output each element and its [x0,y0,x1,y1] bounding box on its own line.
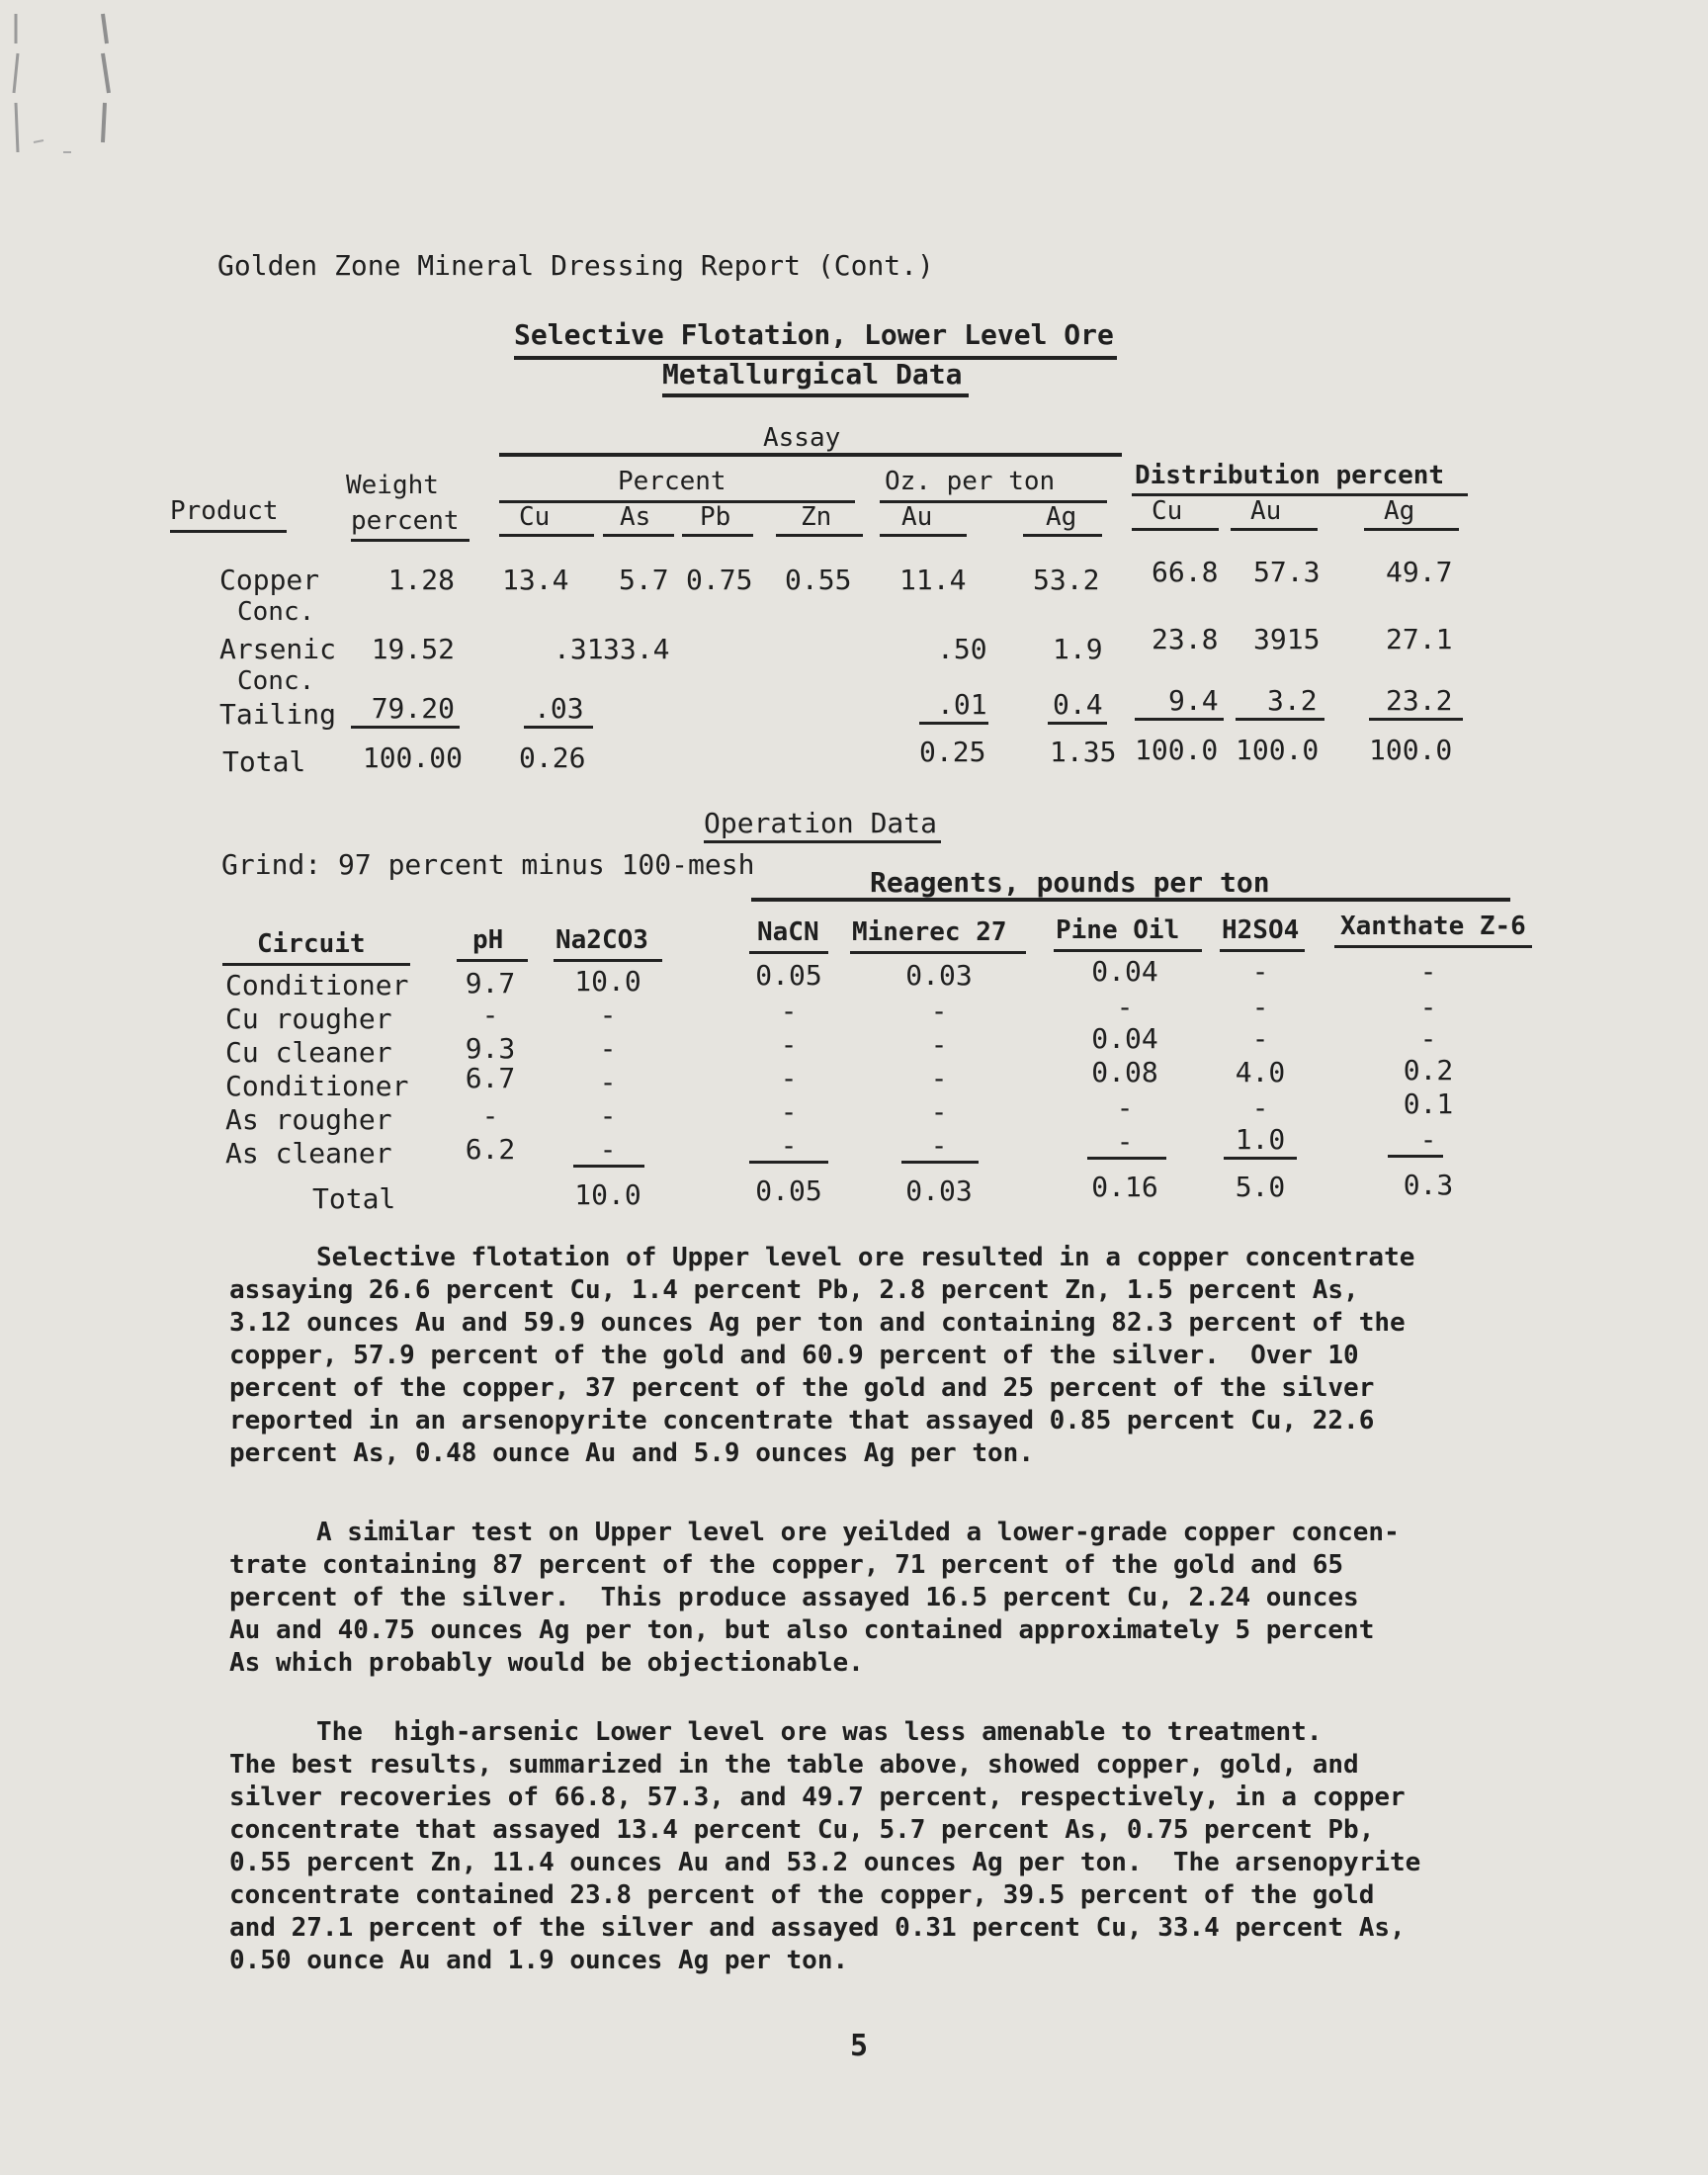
paragraph-similar-test [229,1517,1514,1680]
cleaner-rule-nacn [749,1161,828,1164]
page-number: 5 [850,2029,869,2063]
paragraph-upper-level [229,1242,1514,1470]
minerec-value: - [930,995,948,1027]
ph-value: 9.3 [465,1032,516,1065]
ag-value: 0.4 [1053,688,1103,721]
col-rule-dist-au [1231,528,1318,531]
h2so4-value: 5.0 [1235,1171,1286,1203]
dist-au-value: 3915 [1253,623,1321,655]
xanthate-value: - [1419,991,1437,1023]
paragraph-line: 0.55 percent Zn, 11.4 ounces Au and 53.2 ounces Ag per ton. The arsenopyrite [229,1848,1421,1877]
dist-cu-value: 9.4 [1168,684,1219,717]
as-value: 33.4 [603,633,670,665]
ph-value: - [481,1099,499,1132]
na2co3-value: - [599,1032,617,1065]
dist-ag-value: 27.1 [1386,623,1453,655]
col-as: As [620,502,651,532]
pb-value: 0.75 [686,564,753,596]
reagents-group-header: Reagents, pounds per ton [870,866,1270,899]
paragraph-lower-level [229,1716,1514,1977]
minerec-value: - [930,1129,948,1162]
ph-rule [457,959,528,962]
assay-rule [499,453,1122,457]
product-header: Product [170,496,279,526]
au-value: 0.25 [919,736,986,768]
circuit-name: As cleaner [225,1137,392,1170]
au-value: .50 [937,633,987,665]
col-ag: Ag [1046,502,1077,532]
col-nacn: NaCN [757,917,819,947]
circuit-name: Cu cleaner [225,1036,392,1069]
col-ph: pH [472,925,504,955]
paragraph-line: reported in an arsenopyrite concentrate that assayed 0.85 percent Cu, 22.6 [229,1406,1375,1436]
nacn-value: - [780,1095,798,1128]
na2co3-value: - [599,1133,617,1166]
nacn-value: 0.05 [755,959,822,992]
nacn-rule [749,951,828,954]
h2so4-value: - [1251,991,1269,1023]
dist-ag-value: 49.7 [1386,556,1453,588]
xanthate-value: 0.3 [1403,1169,1454,1201]
minerec-value: 0.03 [905,959,973,992]
au-value: 11.4 [899,564,967,596]
col-rule-cu [499,534,594,537]
oz-subheader: Oz. per ton [885,467,1056,496]
assay-group-header: Assay [763,423,841,453]
col-rule-dist-cu [1132,528,1219,531]
dist-au-value: 57.3 [1253,556,1321,588]
weight-value: 100.00 [362,741,463,774]
dist-ag-value: 100.0 [1369,734,1453,766]
pine-oil-value: - [1116,991,1134,1023]
circuit-name: As rougher [225,1103,392,1136]
na2co3-value: - [599,1066,617,1098]
weight-header-1: Weight [346,471,439,500]
xanthate-value: 0.2 [1403,1054,1454,1087]
col-cu: Cu [519,502,551,532]
cu-value: 0.26 [519,741,586,774]
minerec-rule [850,951,1026,954]
pine-oil-value: - [1116,1125,1134,1158]
tailing-rule-ag [1048,722,1107,725]
col-rule-dist-ag [1364,528,1459,531]
paragraph-line: The best results, summarized in the table above, showed copper, gold, and [229,1750,1359,1780]
xanthate-rule [1334,945,1532,948]
col-rule-ag [1023,534,1102,537]
xanthate-value: - [1419,1123,1437,1156]
paragraph-line: concentrate contained 23.8 percent of the copper, 39.5 percent of the gold [229,1880,1375,1910]
margin-scribble [4,4,113,172]
circuit-name: Total [312,1182,396,1215]
product-name: Tailing [219,698,337,731]
col-h2so4: H2SO4 [1222,915,1300,945]
paragraph-line: percent of the silver. This produce assayed 16.5 percent Cu, 2.24 ounces [229,1583,1359,1612]
nacn-value: - [780,1062,798,1094]
h2so4-value: 1.0 [1235,1123,1286,1156]
col-minerec: Minerec 27 [852,917,1007,947]
tailing-rule-dist-ag [1369,718,1463,721]
cu-value: 13.4 [502,564,569,596]
ag-value: 1.9 [1053,633,1103,665]
cleaner-rule-xanthate [1388,1155,1443,1158]
cu-value: .03 [534,692,584,725]
product-name: Arsenic [219,633,337,665]
col-dist-ag: Ag [1384,496,1415,526]
operation-title: Operation Data [704,807,938,839]
paragraph-line: Selective flotation of Upper level ore resulted in a copper concentrate [316,1243,1415,1272]
paragraph-line: A similar test on Upper level ore yeilded a lower-grade copper concen- [316,1518,1400,1547]
percent-subheader: Percent [618,467,726,496]
report-header: Golden Zone Mineral Dressing Report (Cont.) [217,249,934,282]
minerec-value: - [930,1062,948,1094]
product-name-2: Conc. [237,597,315,627]
paragraph-line: and 27.1 percent of the silver and assayed 0.31 percent Cu, 33.4 percent As, [229,1913,1406,1943]
pine-oil-value: 0.04 [1091,955,1158,988]
col-au: Au [901,502,933,532]
operation-underline [704,840,941,843]
minerec-value: - [930,1028,948,1061]
col-na2co3: Na2CO3 [555,925,648,955]
circuit-name: Cu rougher [225,1002,392,1035]
paragraph-line: 0.50 ounce Au and 1.9 ounces Ag per ton. [229,1946,849,1975]
paragraph-line: copper, 57.9 percent of the gold and 60.9 percent of the silver. Over 10 [229,1341,1359,1370]
h2so4-rule [1220,949,1305,952]
zn-value: 0.55 [785,564,852,596]
col-pine-oil: Pine Oil [1056,915,1180,945]
h2so4-value: - [1251,955,1269,988]
na2co3-value: - [599,999,617,1031]
paragraph-line: percent As, 0.48 ounce Au and 5.9 ounces Ag per ton. [229,1438,1034,1468]
dist-cu-value: 23.8 [1152,623,1219,655]
ph-value: - [481,999,499,1031]
na2co3-value: 10.0 [574,1178,641,1211]
ph-value: 6.2 [465,1133,516,1166]
na2co3-value: 10.0 [574,965,641,998]
cleaner-rule-pine-oil [1087,1157,1166,1160]
paragraph-line: The high-arsenic Lower level ore was less amenable to treatment. [316,1717,1323,1747]
report-subtitle: Metallurgical Data [662,358,963,391]
cleaner-rule-minerec [901,1161,979,1164]
col-zn: Zn [801,502,832,532]
pine-oil-value: 0.08 [1091,1056,1158,1088]
tailing-rule-dist-cu [1135,718,1224,721]
dist-cu-value: 100.0 [1135,734,1219,766]
weight-value: 19.52 [371,633,455,665]
paragraph-line: assaying 26.6 percent Cu, 1.4 percent Pb, 2.8 percent Zn, 1.5 percent As, [229,1275,1359,1305]
distribution-subheader: Distribution percent [1135,461,1445,490]
circuit-name: Conditioner [225,969,409,1001]
col-dist-au: Au [1250,496,1282,526]
nacn-value: - [780,995,798,1027]
nacn-value: 0.05 [755,1174,822,1207]
h2so4-value: - [1251,1091,1269,1124]
pine-oil-rule [1054,949,1202,952]
col-circuit: Circuit [257,929,366,959]
subtitle-underline [662,393,969,397]
grind-note: Grind: 97 percent minus 100-mesh [221,848,755,881]
dist-au-value: 100.0 [1236,734,1320,766]
pine-oil-value: 0.16 [1091,1171,1158,1203]
na2co3-value: - [599,1099,617,1132]
ph-value: 9.7 [465,967,516,1000]
na2co3-rule [554,959,662,962]
xanthate-value: 0.1 [1403,1088,1454,1120]
ag-value: 1.35 [1050,736,1117,768]
circuit-rule [222,963,410,966]
cleaner-rule-h2so4 [1224,1157,1297,1160]
dist-ag-value: 23.2 [1386,684,1453,717]
tailing-rule-au [919,722,988,725]
col-rule-as [603,534,674,537]
minerec-value: 0.03 [905,1174,973,1207]
nacn-value: - [780,1028,798,1061]
col-dist-cu: Cu [1152,496,1183,526]
col-rule-zn [776,534,863,537]
paragraph-line: silver recoveries of 66.8, 57.3, and 49.7 percent, respectively, in a copper [229,1783,1406,1812]
au-value: .01 [937,688,987,721]
h2so4-value: 4.0 [1235,1056,1286,1088]
nacn-value: - [780,1129,798,1162]
cleaner-rule-na2co3 [573,1165,644,1168]
paragraph-line: concentrate that assayed 13.4 percent Cu, 5.7 percent As, 0.75 percent Pb, [229,1815,1375,1845]
tailing-rule-dist-au [1236,718,1324,721]
ag-value: 53.2 [1033,564,1100,596]
cu-value: .31 [554,633,604,665]
product-name-2: Conc. [237,666,315,696]
col-xanthate: Xanthate Z-6 [1340,912,1526,941]
as-value: 5.7 [619,564,669,596]
product-name: Total [222,745,306,778]
col-rule-pb [682,534,753,537]
weight-value: 79.20 [371,692,455,725]
weight-value: 1.28 [387,564,455,596]
paragraph-line: Au and 40.75 ounces Ag per ton, but also contained approximately 5 percent [229,1615,1375,1645]
product-rule [170,530,287,533]
reagents-rule [751,898,1510,902]
tailing-rule-cu [524,726,593,729]
paragraph-line: trate containing 87 percent of the copper, 71 percent of the gold and 65 [229,1550,1344,1580]
paragraph-line: 3.12 ounces Au and 59.9 ounces Ag per ton and containing 82.3 percent of the [229,1308,1406,1338]
pine-oil-value: 0.04 [1091,1022,1158,1055]
weight-header-2: percent [351,506,460,536]
ph-value: 6.7 [465,1062,516,1094]
report-title: Selective Flotation, Lower Level Ore [514,318,1114,351]
pine-oil-value: - [1116,1091,1134,1124]
minerec-value: - [930,1095,948,1128]
xanthate-value: - [1419,1022,1437,1055]
circuit-name: Conditioner [225,1070,409,1102]
col-rule-au [880,534,967,537]
paragraph-line: percent of the copper, 37 percent of the gold and 25 percent of the silver [229,1373,1375,1403]
weight-rule [351,539,470,542]
paragraph-line: As which probably would be objectionable. [229,1648,864,1678]
col-pb: Pb [700,502,731,532]
xanthate-value: - [1419,955,1437,988]
dist-cu-value: 66.8 [1152,556,1219,588]
product-name: Copper [219,564,320,596]
dist-au-value: 3.2 [1267,684,1318,717]
tailing-rule-weight [351,726,460,729]
h2so4-value: - [1251,1022,1269,1055]
